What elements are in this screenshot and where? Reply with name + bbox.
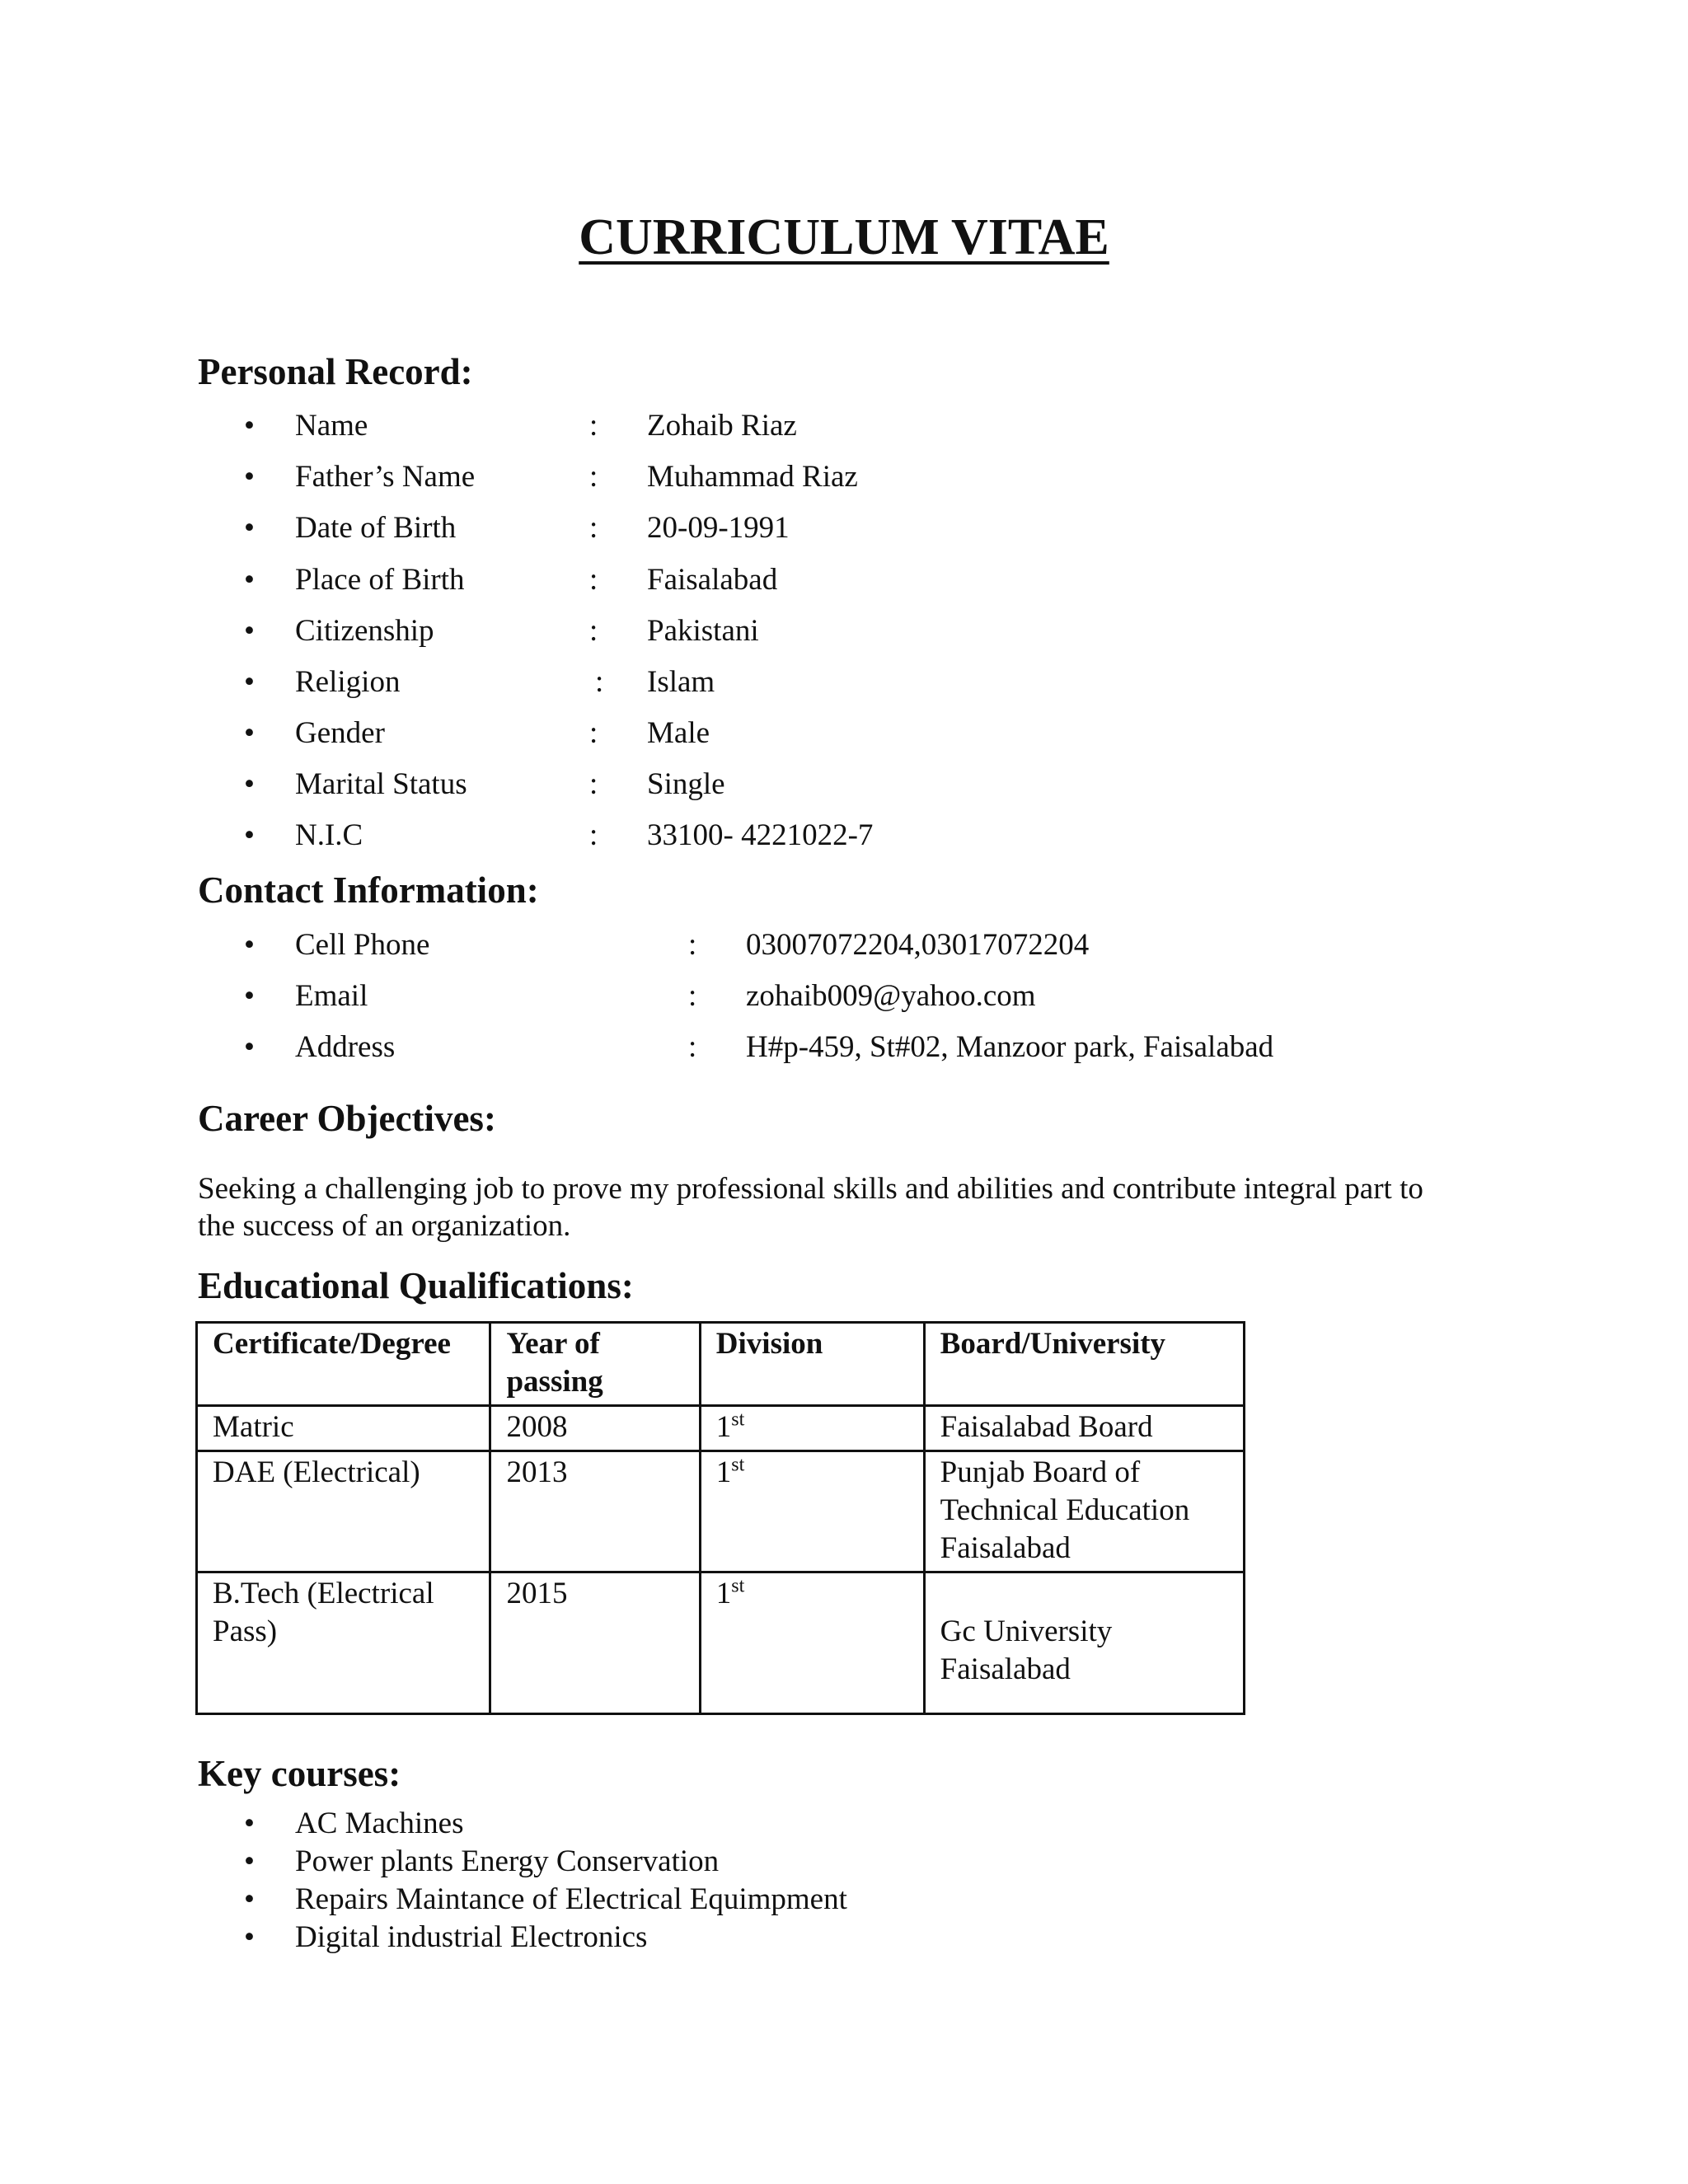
field-label: Father’s Name [295, 460, 476, 494]
field-value: Pakistani [647, 614, 759, 648]
division-cell [700, 1406, 924, 1451]
degree-cell: Matric [197, 1406, 490, 1451]
colon: : [688, 979, 697, 1013]
course-name: Power plants Energy Conservation [295, 1844, 720, 1878]
personal-record-heading: Personal Record: [198, 351, 473, 392]
board-cell: Punjab Board of Technical Education Faisalabad [924, 1451, 1244, 1572]
division-suffix: st [731, 1454, 745, 1476]
colon: : [589, 409, 598, 443]
colon: : [595, 665, 604, 699]
bullet: • [244, 460, 255, 494]
field-label: Date of Birth [295, 511, 457, 545]
field-value: H#p-459, St#02, Manzoor park, Faisalabad [746, 1030, 1274, 1064]
table-row [197, 1572, 1245, 1714]
bullet: • [244, 979, 255, 1013]
division-cell [700, 1572, 924, 1714]
field-value: Zohaib Riaz [647, 409, 797, 443]
bullet: • [244, 409, 255, 443]
board-value: Gc University Faisalabad [940, 1615, 1113, 1686]
bullet: • [244, 1882, 255, 1916]
bullet: • [244, 928, 255, 962]
course-name: AC Machines [295, 1807, 464, 1840]
cell-spacer [940, 1575, 1228, 1613]
degree-cell: DAE (Electrical) [197, 1451, 490, 1572]
column-header-year: Year of passing [490, 1323, 700, 1406]
education-table [195, 1321, 1245, 1715]
colon: : [589, 716, 598, 750]
division-value: 1 [715, 1410, 732, 1444]
table-header-row [197, 1323, 1245, 1406]
field-label: Email [295, 979, 368, 1013]
bullet: • [244, 716, 255, 750]
colon: : [589, 563, 598, 597]
bullet: • [244, 511, 255, 545]
field-label: Marital Status [295, 767, 467, 801]
field-value: 33100- 4221022-7 [647, 818, 874, 852]
course-name: Repairs Maintance of Electrical Equimpment [295, 1882, 847, 1916]
division-suffix: st [731, 1408, 745, 1431]
division-value: 1 [715, 1455, 732, 1489]
colon: : [589, 460, 598, 494]
table-row [197, 1451, 1245, 1572]
colon: : [589, 767, 598, 801]
field-value: Male [647, 716, 710, 750]
colon: : [589, 818, 598, 852]
field-label: Place of Birth [295, 563, 465, 597]
colon: : [688, 928, 697, 962]
board-cell: Faisalabad Board [924, 1406, 1244, 1451]
field-label: N.I.C [295, 818, 363, 852]
division-value: 1 [715, 1577, 732, 1610]
bullet: • [244, 1844, 255, 1878]
colon: : [589, 614, 598, 648]
field-label: Address [295, 1030, 396, 1064]
career-objectives-heading: Career Objectives: [198, 1098, 496, 1139]
division-cell [700, 1451, 924, 1572]
field-value: 20-09-1991 [647, 511, 790, 545]
document-title: CURRICULUM VITAE [579, 209, 1109, 265]
bullet: • [244, 818, 255, 852]
degree-cell: B.Tech (Electrical Pass) [197, 1572, 490, 1714]
division-suffix: st [731, 1575, 745, 1597]
key-courses-heading: Key courses: [198, 1753, 401, 1794]
field-label: Citizenship [295, 614, 434, 648]
field-label: Religion [295, 665, 401, 699]
bullet: • [244, 665, 255, 699]
colon: : [688, 1030, 697, 1064]
table-row [197, 1406, 1245, 1451]
field-label: Name [295, 409, 368, 443]
course-name: Digital industrial Electronics [295, 1920, 648, 1954]
year-cell: 2008 [490, 1406, 700, 1451]
career-objectives-text: Seeking a challenging job to prove my professional skills and abilities and contribute integral part to the success of an organization. [198, 1172, 1423, 1243]
board-cell [924, 1572, 1244, 1714]
bullet: • [244, 767, 255, 801]
column-header-division: Division [700, 1323, 924, 1406]
field-label: Cell Phone [295, 928, 430, 962]
bullet: • [244, 1807, 255, 1840]
field-value: Islam [647, 665, 715, 699]
bullet: • [244, 1920, 255, 1954]
field-value: Single [647, 767, 725, 801]
colon: : [589, 511, 598, 545]
field-value: Faisalabad [647, 563, 778, 597]
field-value: 03007072204,03017072204 [746, 928, 1090, 962]
bullet: • [244, 563, 255, 597]
field-value: Muhammad Riaz [647, 460, 858, 494]
year-cell: 2015 [490, 1572, 700, 1714]
column-header-degree: Certificate/Degree [197, 1323, 490, 1406]
year-cell: 2013 [490, 1451, 700, 1572]
field-value: zohaib009@yahoo.com [746, 979, 1036, 1013]
contact-information-heading: Contact Information: [198, 869, 539, 911]
field-label: Gender [295, 716, 385, 750]
column-header-board: Board/University [924, 1323, 1244, 1406]
bullet: • [244, 614, 255, 648]
educational-qualifications-heading: Educational Qualifications: [198, 1265, 634, 1306]
bullet: • [244, 1030, 255, 1064]
